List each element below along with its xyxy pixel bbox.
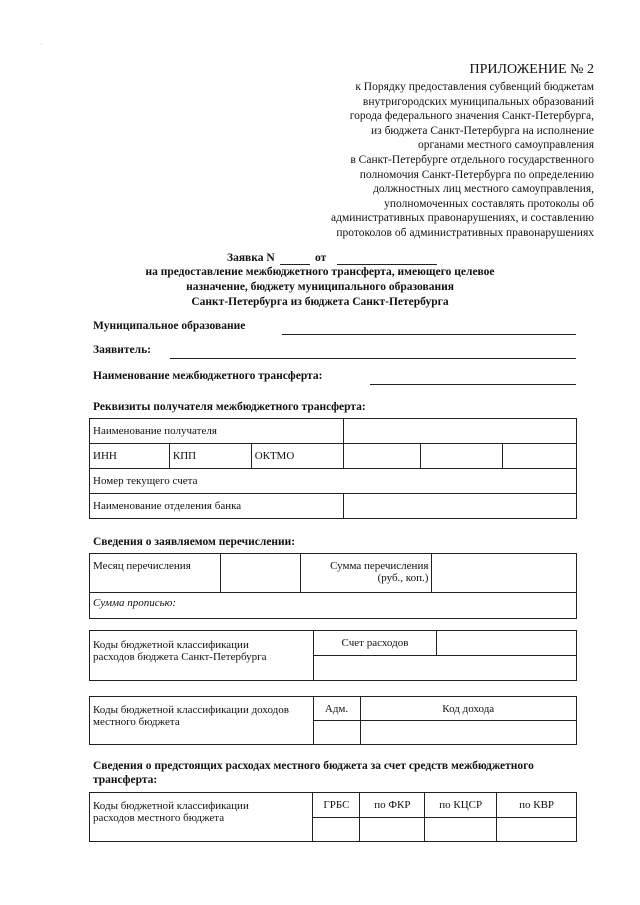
fkr-label: по ФКР: [360, 793, 425, 818]
fkr-value[interactable]: [360, 818, 425, 842]
expenses-table: [89, 792, 577, 842]
applicant-field[interactable]: [170, 358, 576, 359]
expenses-codes-label-line: расходов местного бюджета: [93, 812, 225, 824]
income-code-value[interactable]: [360, 721, 577, 745]
request-number-field[interactable]: [280, 264, 310, 265]
request-date-field[interactable]: [337, 264, 437, 265]
budget-codes-label: [90, 631, 314, 681]
month-label: Месяц перечисления: [90, 554, 221, 593]
bank-value[interactable]: [343, 494, 576, 519]
appendix-text: [264, 80, 594, 241]
request-number-label: Заявка N: [227, 252, 275, 264]
income-codes-table: [89, 696, 577, 745]
kcsr-value[interactable]: [425, 818, 497, 842]
expenses-codes-label-line: Коды бюджетной классификации: [93, 800, 249, 812]
transfer-name-label: Наименование межбюджетного трансферта:: [93, 370, 323, 382]
expenses-title-cont: трансферта:: [93, 774, 158, 786]
kpp-label: КПП: [169, 444, 251, 469]
kvr-label: по КВР: [497, 793, 577, 818]
income-codes-label: [90, 697, 314, 745]
transfer-table: [89, 553, 577, 619]
sum-value[interactable]: [432, 554, 577, 593]
appendix-line: уполномоченных составлять протоколы об: [384, 197, 594, 210]
appendix-line: полномочия Санкт-Петербурга по определению: [359, 168, 594, 181]
appendix-line: должностных лиц местного самоуправления,: [373, 183, 594, 196]
income-code-label: Код дохода: [360, 697, 577, 721]
inn-value[interactable]: [343, 444, 421, 469]
kcsr-label: по КЦСР: [425, 793, 497, 818]
budget-codes-table: [89, 630, 577, 681]
month-value[interactable]: [220, 554, 300, 593]
budget-codes-label-line: Коды бюджетной классификации: [93, 639, 249, 651]
transfer-name-field[interactable]: [370, 384, 576, 385]
requisites-table: [89, 418, 577, 519]
heading-line: на предоставление межбюджетного трансферта, имеющего целевое: [145, 266, 495, 278]
expense-account-value[interactable]: [437, 631, 577, 656]
sum-label-line: (руб., коп.): [377, 572, 429, 584]
applicant-label: Заявитель:: [93, 344, 151, 356]
appendix-line: из бюджета Санкт-Петербурга на исполнение: [371, 124, 594, 137]
income-codes-label-line: местного бюджета: [93, 716, 180, 728]
income-codes-label-line: Коды бюджетной классификации доходов: [93, 704, 289, 716]
appendix-title: ПРИЛОЖЕНИЕ № 2: [469, 62, 594, 77]
expenses-codes-label: [90, 793, 313, 842]
requisites-title: Реквизиты получателя межбюджетного трансферта:: [93, 401, 366, 413]
grbs-label: ГРБС: [313, 793, 360, 818]
budget-codes-label-line: расходов бюджета Санкт-Петербурга: [93, 651, 267, 663]
expenses-title: Сведения о предстоящих расходах местного бюджета за счет средств межбюджетного: [93, 760, 534, 772]
appendix-line: города федерального значения Санкт-Петербурга,: [349, 110, 594, 123]
account-label: Номер текущего счета: [90, 469, 577, 494]
adm-label: Адм.: [313, 697, 360, 721]
appendix-line: в Санкт-Петербурге отдельного государственного: [350, 153, 594, 166]
recipient-name-label: Наименование получателя: [90, 419, 344, 444]
appendix-line: органами местного самоуправления: [417, 139, 594, 152]
sum-label-line: Сумма перечисления: [330, 560, 429, 572]
heading-line: Санкт-Петербурга из бюджета Санкт-Петербурга: [191, 296, 449, 308]
municipality-label: Муниципальное образование: [93, 320, 246, 332]
recipient-name-value[interactable]: [343, 419, 576, 444]
kvr-value[interactable]: [497, 818, 577, 842]
transfer-info-title: Сведения о заявляемом перечислении:: [93, 536, 296, 548]
kpp-value[interactable]: [421, 444, 503, 469]
bank-label: Наименование отделения банка: [90, 494, 344, 519]
grbs-value[interactable]: [313, 818, 360, 842]
scan-dot: ·: [40, 40, 43, 49]
appendix-line: внутригородских муниципальных образований: [362, 95, 594, 108]
oktmo-value[interactable]: [503, 444, 577, 469]
oktmo-label: ОКТМО: [251, 444, 343, 469]
municipality-field[interactable]: [282, 334, 576, 335]
budget-codes-value[interactable]: [313, 656, 576, 681]
sum-words-label: Сумма прописью:: [90, 593, 577, 619]
sum-label: [300, 554, 432, 593]
expense-account-label: Счет расходов: [313, 631, 437, 656]
adm-value[interactable]: [313, 721, 360, 745]
inn-label: ИНН: [90, 444, 170, 469]
appendix-line: протоколов об административных правонарушениях: [336, 226, 594, 239]
heading-line: назначение, бюджету муниципального образования: [186, 281, 454, 293]
request-date-label: от: [315, 252, 327, 264]
appendix-line: административных правонарушениях, и составлению: [331, 212, 594, 225]
appendix-line: к Порядку предоставления субвенций бюджетам: [355, 81, 594, 93]
